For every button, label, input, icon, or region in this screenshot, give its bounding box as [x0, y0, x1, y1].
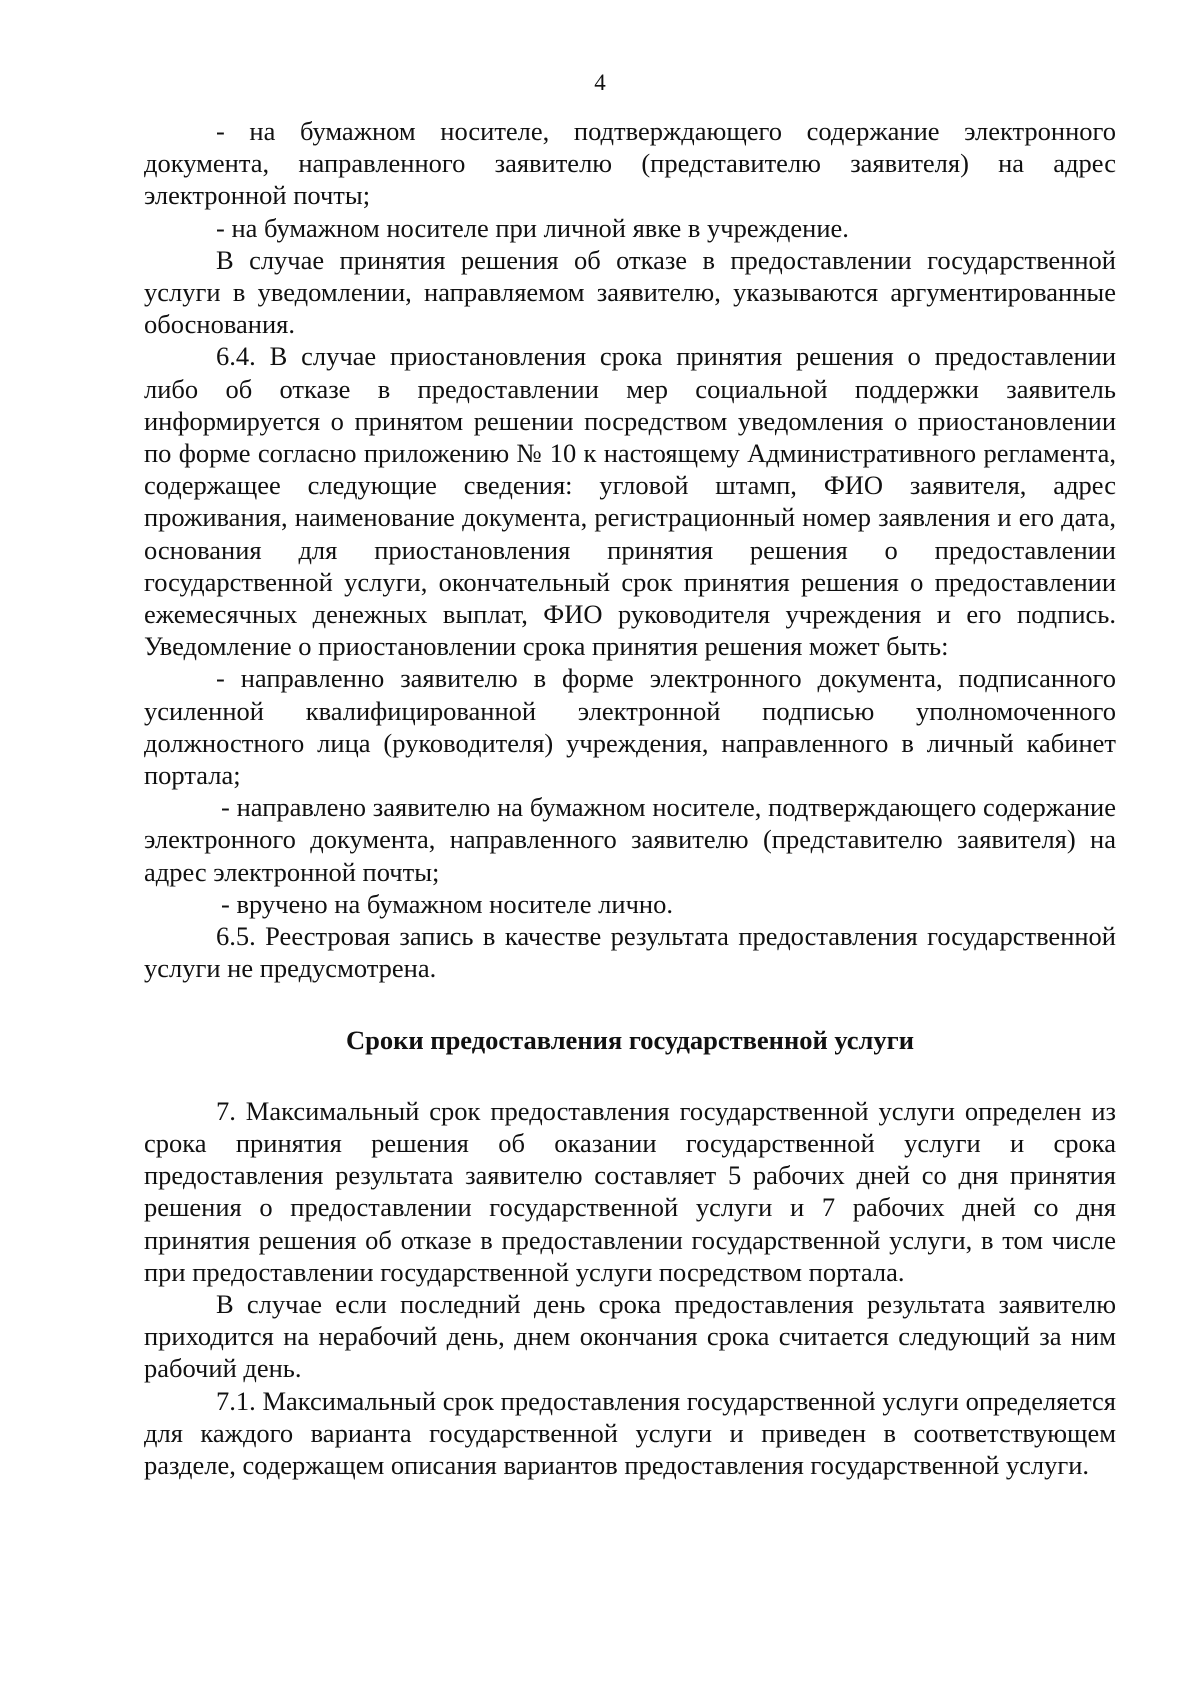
paragraph-handed-personally: - вручено на бумажном носителе лично. — [221, 888, 673, 919]
paragraph-non-working-day: В случае если последний день срока предоставления результата заявителю приходится на нерабочий день, днем окончания срока считается следующий за ним рабочий день. — [144, 1288, 1116, 1384]
document-body — [144, 115, 1116, 1481]
section-heading: Сроки предоставления государственной услуги — [346, 1025, 914, 1056]
paragraph-paper-notice: - направлено заявителю на бумажном носителе, подтверждающего содержание электронного документа, направленного заявителю (представителю заявителя) на адрес электронной почты; — [144, 792, 1116, 887]
paragraph-6-5: 6.5. Реестровая запись в качестве результата предоставления государственной услуги не предусмотрена. — [144, 921, 1116, 984]
paragraph-electronic-notice: - направленно заявителю в форме электронного документа, подписанного усиленной квалифицированной электронной подписью уполномоченного должностного лица (руководителя) учреждения, направленного в личный кабинет портала; — [144, 663, 1116, 791]
paragraph-personal-visit: - на бумажном носителе при личной явке в учреждение. — [216, 212, 849, 243]
paragraph-paper-confirmation: - на бумажном носителе, подтверждающего содержание электронного документа, направленного заявителю (представителю заявителя) на адрес электронной почты; — [144, 116, 1116, 211]
paragraph-6-4: 6.4. В случае приостановления срока принятия решения о предоставлении либо об отказе в предоставлении мер социальной поддержки заявитель информируется о принятом решении посредством уведомления о приостановлении по форме согласно приложению № 10 к настоящему Административного регламента, содержащее следующие сведения: угловой штамп, ФИО заявителя, адрес проживания, наименование документа, регистрационный номер заявления и его дата, основания для приостановления принятия решения о предоставлении государственной услуги, окончательный срок принятия решения о предоставлении ежемесячных денежных выплат, ФИО руководителя учреждения и его подпись. Уведомление о приостановлении срока принятия решения может быть: — [144, 341, 1116, 662]
page-number: 4 — [594, 70, 606, 95]
paragraph-7-1: 7.1. Максимальный срок предоставления государственной услуги определяется для каждого варианта государственной услуги и приведен в соответствующем разделе, содержащем описания вариантов предоставления государственной услуги. — [144, 1385, 1116, 1480]
paragraph-7: 7. Максимальный срок предоставления государственной услуги определен из срока принятия решения об оказании государственной услуги и срока предоставления результата заявителю составляет 5 рабочих дней со дня принятия решения о предоставлении государственной услуги и 7 рабочих дней со дня принятия решения об отказе в предоставлении государственной услуги, в том числе при предоставлении государственной услуги посредством портала. — [144, 1095, 1116, 1287]
paragraph-refusal-grounds: В случае принятия решения об отказе в предоставлении государственной услуги в уведомлении, направляемом заявителю, указываются аргументированные обоснования. — [144, 244, 1116, 340]
